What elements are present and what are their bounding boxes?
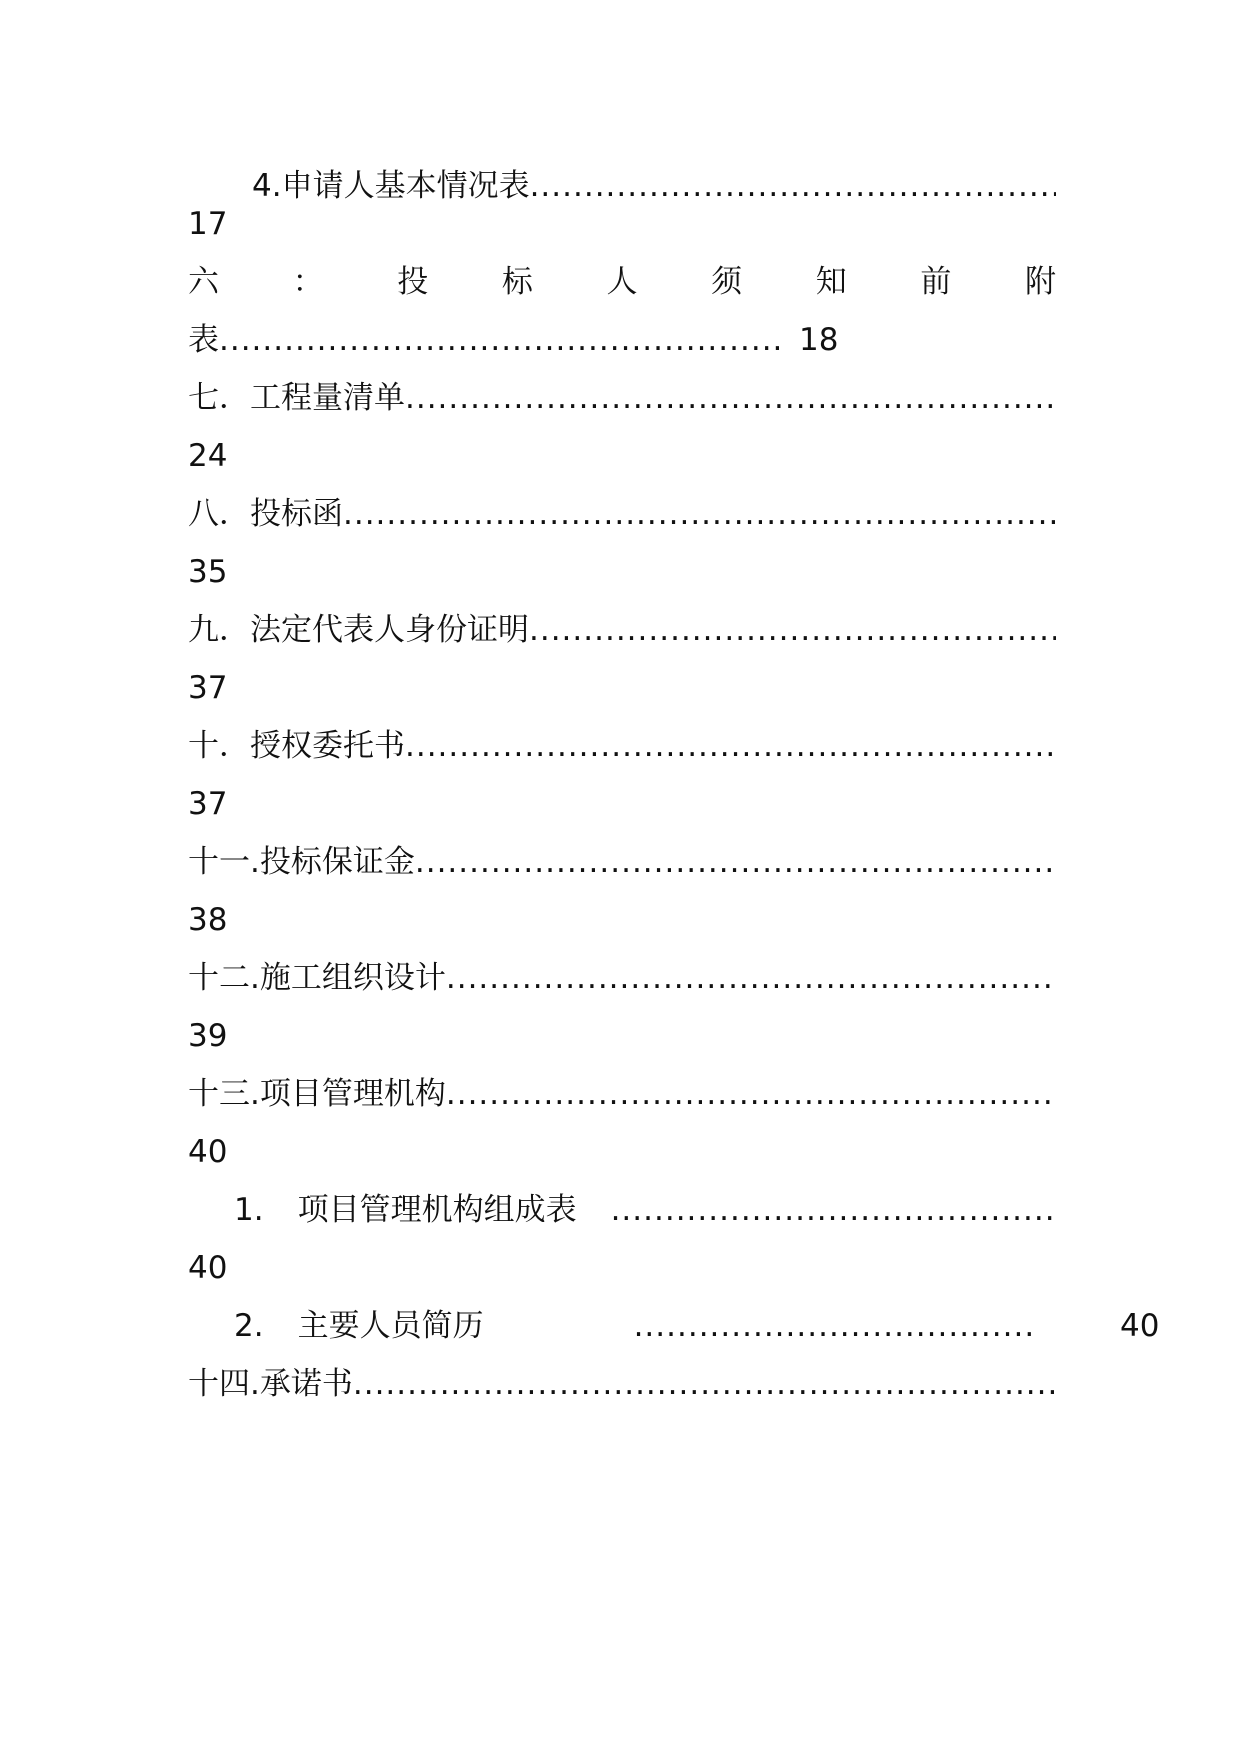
toc-entry-number: 1. [234,1192,264,1228]
toc-leader-dots [353,1356,1056,1412]
toc-entry-title: 项目管理机构组成表 [297,1192,577,1228]
toc-entry-title: 4.申请人基本情况表 [252,168,530,204]
toc-entry-number: 2. [234,1308,264,1344]
toc-entry-org-structure-table[interactable] [234,1182,1056,1238]
toc-entry-bill-of-quantities[interactable] [188,370,1056,426]
toc-entry-title: 十三.项目管理机构 [188,1076,446,1112]
toc-page-number: 37 [188,786,228,822]
toc-entry-commitment-letter[interactable] [188,1356,1056,1412]
toc-entry-bidder-instructions[interactable] [188,254,1056,310]
toc-entry-power-of-attorney[interactable] [188,718,1056,774]
toc-entry-legal-rep-certificate[interactable] [188,602,1056,658]
toc-entry-bidder-instructions-cont[interactable] [188,312,1056,368]
toc-entry-bid-bond[interactable] [188,834,1056,890]
toc-page-number: 39 [188,1018,228,1054]
toc-page-number: 40 [188,1134,228,1170]
toc-char: 知 [815,264,847,300]
toc-leader-dots [343,486,1056,542]
toc-entry-title: 十．授权委托书 [188,728,405,764]
toc-char: 附 [1025,264,1056,300]
toc-page-number: 37 [188,670,228,706]
toc-char: 人 [606,264,638,300]
toc-leader-dots [634,1298,1038,1354]
toc-char: 前 [920,264,952,300]
toc-leader-dots [611,1182,1056,1238]
toc-entry-title: 七．工程量清单 [188,380,405,416]
toc-char: 标 [501,264,533,300]
toc-page-number: 35 [188,554,228,590]
toc-page-number: 38 [188,902,228,938]
toc-leader-dots [446,1066,1056,1122]
toc-entry-construction-design[interactable] [188,950,1056,1006]
toc-page-number: 18 [799,322,839,358]
toc-leader-dots [405,718,1056,774]
toc-char: 投 [397,264,429,300]
toc-leader-dots [446,950,1056,1006]
toc-entry-title: 十二.施工组织设计 [188,960,446,996]
toc-page-number: 24 [188,438,228,474]
toc-entry-title: 九．法定代表人身份证明 [188,612,529,648]
toc-char: 六 [188,264,219,300]
toc-leader-dots [415,834,1056,890]
toc-leader-dots [219,312,781,368]
toc-entry-title: 八．投标函 [188,496,343,532]
toc-entry-key-personnel-resumes[interactable] [234,1298,1040,1354]
toc-entry-bid-letter[interactable] [188,486,1056,542]
toc-entry-title: 十一.投标保证金 [188,844,415,880]
toc-page-number: 40 [1120,1308,1160,1344]
toc-leader-dots [405,370,1056,426]
toc-char: ： [292,264,324,300]
toc-entry-title: 表 [188,322,219,358]
toc-char: 须 [711,264,743,300]
toc-leader-dots [529,602,1056,658]
toc-page-number: 40 [188,1250,228,1286]
toc-entry-title: 十四.承诺书 [188,1366,353,1402]
toc-entry-project-management[interactable] [188,1066,1056,1122]
toc-entry-title: 主要人员简历 [297,1308,484,1344]
toc-page-number: 17 [188,206,228,242]
